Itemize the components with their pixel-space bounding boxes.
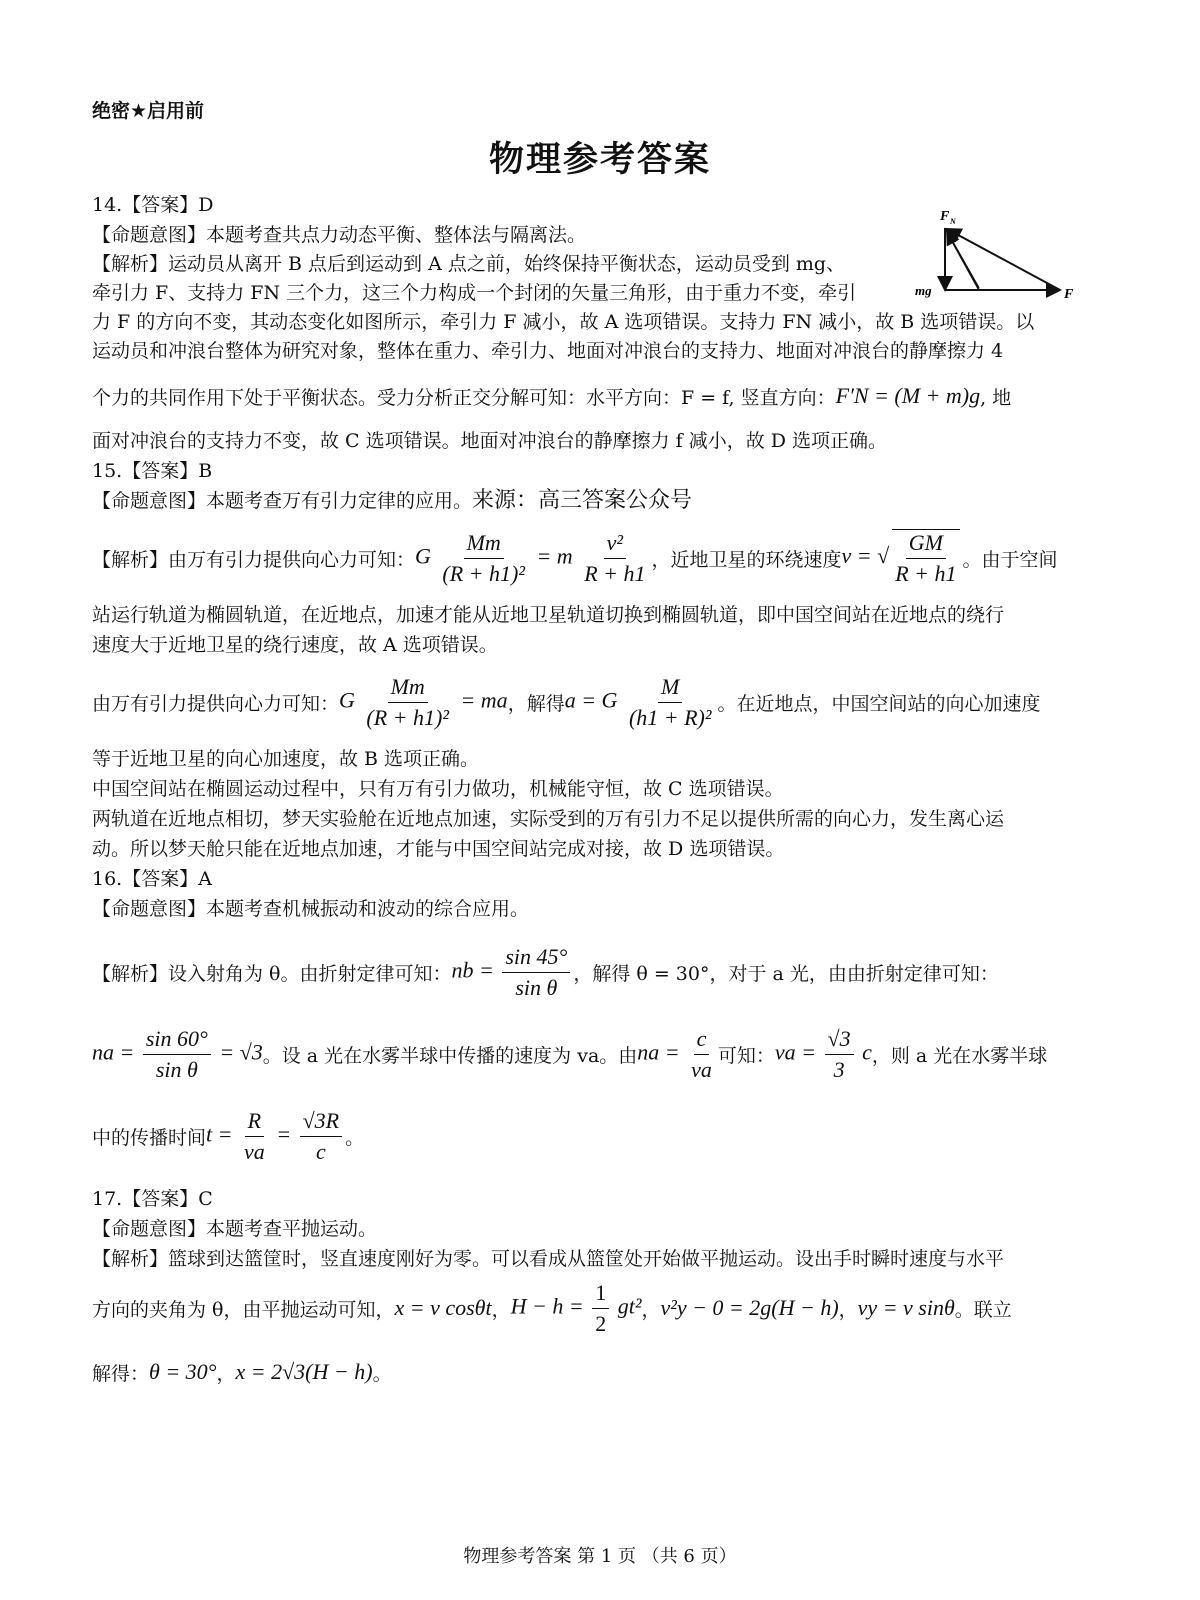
q15-source: 来源：高三答案公众号 (472, 488, 693, 513)
q16-f1-lhs: nb = (451, 957, 494, 983)
q16-f4-den: 3 (833, 1056, 845, 1082)
answer-content (92, 190, 1092, 1402)
confidential-mark: 绝密★启用前 (92, 100, 205, 122)
q14-analysis-line1: 【解析】运动员从离开 B 点后到运动到 A 点之前，始终保持平衡状态，运动员受到 mg、 (92, 253, 846, 275)
q16-f5-num: R (245, 1108, 264, 1137)
q17-sep4: ， (216, 1362, 236, 1385)
q15-f1-den: (R + h1)² (442, 560, 525, 586)
q16-text-a1b: ，解得 θ = 30°，对于 a 光，由由折射定律可知： (573, 962, 999, 985)
q15-f2-lhs: v = (841, 543, 872, 569)
q14-analysis-line6: 面对冲浪台的支持力不变，故 C 选项错误。地面对冲浪台的静摩擦力 f 减小，故 D 选项正确。 (92, 430, 888, 452)
q16-nb-formula (451, 944, 573, 1001)
q17-x-result: x = 2√3(H − h) (235, 1359, 373, 1384)
q17-sep3: ， (838, 1298, 858, 1321)
q15-analysis-line2: 站运行轨道为椭圆轨道，在近地点，加速才能从近地卫星轨道切换到椭圆轨道，即中国空间站在近地点的绕行 (92, 604, 1005, 626)
q15-f3-num: Mm (388, 674, 428, 703)
q15-f4-den: (h1 + R)² (628, 704, 712, 730)
q17-theta-result: θ = 30° (149, 1359, 217, 1384)
q16-text-a3b: 。 (345, 1126, 365, 1149)
q16-f2-den: sin θ (155, 1056, 198, 1082)
q16-f3-num: c (694, 1026, 710, 1055)
q15-f1-num2: v² (604, 530, 626, 559)
q16-text-a3: 中的传播时间 (92, 1126, 207, 1149)
q16-f2-lhs: na = (92, 1039, 135, 1065)
q16-f1-den: sin θ (515, 974, 558, 1000)
q15-analysis-line8: 动。所以梦天舱只能在近地点加速，才能与中国空间站完成对接，故 D 选项错误。 (92, 838, 785, 860)
q15-text-a1c: 。由于空间 (962, 548, 1058, 571)
q15-gravity-formula (415, 530, 651, 587)
q17-vy-squared-formula: v²y − 0 = 2g(H − h) (660, 1295, 839, 1320)
q16-answer: 16.【答案】A (92, 868, 212, 890)
q16-f5-den: va (243, 1138, 265, 1164)
q15-f1-num: Mm (464, 530, 504, 559)
q15-velocity-formula: v = √ $\frac{GM}{R + h1}$ (842, 529, 963, 587)
q15-answer: 15.【答案】B (92, 460, 213, 482)
q17-analysis-line1: 【解析】篮球到达篮筐时，竖直速度刚好为零。可以看成从篮筐处开始做平抛运动。设出手时瞬时速度与水平 (92, 1248, 1005, 1270)
q14-analysis-line4: 运动员和冲浪台整体为研究对象，整体在重力、牵引力、地面对冲浪台的支持力、地面对冲浪台的静摩擦力 4 (92, 340, 1004, 362)
q15-analysis-line5: 等于近地卫星的向心加速度，故 B 选项正确。 (92, 748, 480, 770)
q16-f3-den: va (691, 1056, 712, 1082)
q16-na-c-formula (637, 1026, 718, 1083)
q15-a-result-formula (565, 674, 718, 731)
mg-label: mg (915, 283, 932, 298)
q14-normal-force-formula: F′N = (M + m)g (835, 383, 981, 408)
q16-f2-rhs: = √3 (219, 1039, 263, 1065)
q16-va-formula (775, 1026, 872, 1083)
q17-analysis-line3 (92, 1342, 1092, 1402)
q15-text-b1c: 。在近地点，中国空间站的向心加速度 (717, 692, 1041, 715)
q16-f5-lhs: t = (206, 1121, 233, 1147)
q16-f4-lhs: va = (774, 1039, 817, 1065)
q17-x-formula: x = v cosθt (394, 1295, 492, 1320)
q16-na-formula (92, 1026, 263, 1083)
fn-label: F (940, 209, 950, 224)
q16-f4-num: √3 (825, 1026, 854, 1055)
q15-f2-den: R + h1 (895, 561, 957, 586)
q17-vy-formula: vy = v sinθ (857, 1295, 955, 1320)
q16-analysis-line3 (92, 1102, 1092, 1170)
q17-height-formula (511, 1280, 642, 1337)
q16-text-a2b: 可知： (717, 1044, 775, 1067)
q14-analysis-line3: 力 F 的方向不变，其动态变化如图所示，牵引力 F 减小，故 A 选项错误。支持力 FN 减小，故 B 选项错误。以 (92, 311, 1035, 333)
q15-intent-line (92, 486, 1092, 516)
q15-f4-num: M (658, 674, 682, 703)
q16-text-a2: 。设 a 光在水雾半球中传播的速度为 va。由 (262, 1044, 638, 1067)
q16-f5-den2: c (315, 1138, 326, 1164)
q17-f2-lhs: H − h = (510, 1293, 584, 1319)
q17-text-a3b: 。 (372, 1362, 392, 1385)
q17-sep2: ， (641, 1298, 661, 1321)
q15-text-a1b: ，近地卫星的环绕速度 (651, 548, 842, 571)
q16-text-a2c: ，则 a 光在水雾半球 (871, 1044, 1048, 1067)
q16-f4-rhs: c (862, 1039, 872, 1065)
q16-text-a1: 【解析】设入射角为 θ。由折射定律可知： (92, 962, 452, 985)
page-footer: 物理参考答案 第 1 页 （共 6 页） (463, 1546, 737, 1567)
q17-f2-den: 2 (595, 1310, 607, 1336)
q15-f3-den: (R + h1)² (366, 704, 449, 730)
page-title: 物理参考答案 (488, 140, 711, 180)
q15-f4-lhs: a = G (564, 687, 618, 713)
q15-acceleration-formula (339, 674, 508, 731)
q15-text-a1: 【解析】由万有引力提供向心力可知： (92, 548, 416, 571)
q15-f2-num: GM (906, 530, 946, 559)
q14-text5a: 个力的共同作用下处于平衡状态。受力分析正交分解可知：水平方向：F = f, 竖直方向： (92, 386, 836, 409)
q16-f1-num: sin 45° (502, 944, 570, 973)
fn-label-sub: N (950, 217, 956, 226)
f-label: F (1064, 287, 1074, 302)
q17-f2-num: 1 (592, 1280, 609, 1309)
q14-analysis-line2: 牵引力 F、支持力 FN 三个力，这三个力构成一个封闭的矢量三角形，由于重力不变，牵引 (92, 282, 857, 304)
q14-intent: 【命题意图】本题考查共点力动态平衡、整体法与隔离法。 (92, 224, 587, 246)
q16-f5-num2: √3R (300, 1108, 343, 1137)
q14-text5b: , 地 (980, 386, 1012, 409)
q15-analysis-line4 (92, 668, 1092, 736)
q17-text-a2b: 。联立 (954, 1298, 1012, 1321)
q16-analysis-line1 (92, 938, 1092, 1006)
q15-analysis-line1 (92, 524, 1092, 592)
q17-text-a2: 方向的夹角为 θ，由平抛运动可知， (92, 1298, 395, 1321)
q16-f5-mid: = (276, 1121, 292, 1147)
q15-f3-rhs: = ma (460, 687, 508, 713)
q16-analysis-line2 (92, 1020, 1092, 1088)
q15-f3-lhs: G (339, 687, 355, 713)
q17-intent: 【命题意图】本题考查平抛运动。 (92, 1218, 378, 1240)
q14-answer: 14.【答案】D (92, 194, 214, 216)
q17-text-a3: 解得： (92, 1362, 150, 1385)
q17-sep1: ， (491, 1298, 511, 1321)
q15-f1-lhs: G (415, 543, 431, 569)
q16-time-formula (206, 1108, 345, 1165)
q15-analysis-line6: 中国空间站在椭圆运动过程中，只有万有引力做功，机械能守恒，故 C 选项错误。 (92, 778, 784, 800)
q15-analysis-line3: 速度大于近地卫星的绕行速度，故 A 选项错误。 (92, 634, 498, 656)
q16-intent: 【命题意图】本题考查机械振动和波动的综合应用。 (92, 898, 530, 920)
q16-f3-lhs: na = (637, 1039, 680, 1065)
q15-f1-den2: R + h1 (584, 560, 646, 586)
q15-text-b1: 由万有引力提供向心力可知： (92, 692, 340, 715)
q15-text-b1b: ，解得 (507, 692, 565, 715)
q17-analysis-line2 (92, 1274, 1092, 1342)
q15-intent: 【命题意图】本题考查万有引力定律的应用。 (92, 490, 473, 512)
q15-analysis-line7: 两轨道在近地点相切，梦天实验舱在近地点加速，实际受到的万有引力不足以提供所需的向心力，发生离心运 (92, 808, 1005, 830)
q14-analysis-line5 (92, 366, 1092, 426)
q16-f2-num: sin 60° (143, 1026, 211, 1055)
q17-f2-rhs: gt² (617, 1293, 642, 1319)
q15-f1-mid: = m (536, 543, 573, 569)
q17-answer: 17.【答案】C (92, 1188, 213, 1210)
